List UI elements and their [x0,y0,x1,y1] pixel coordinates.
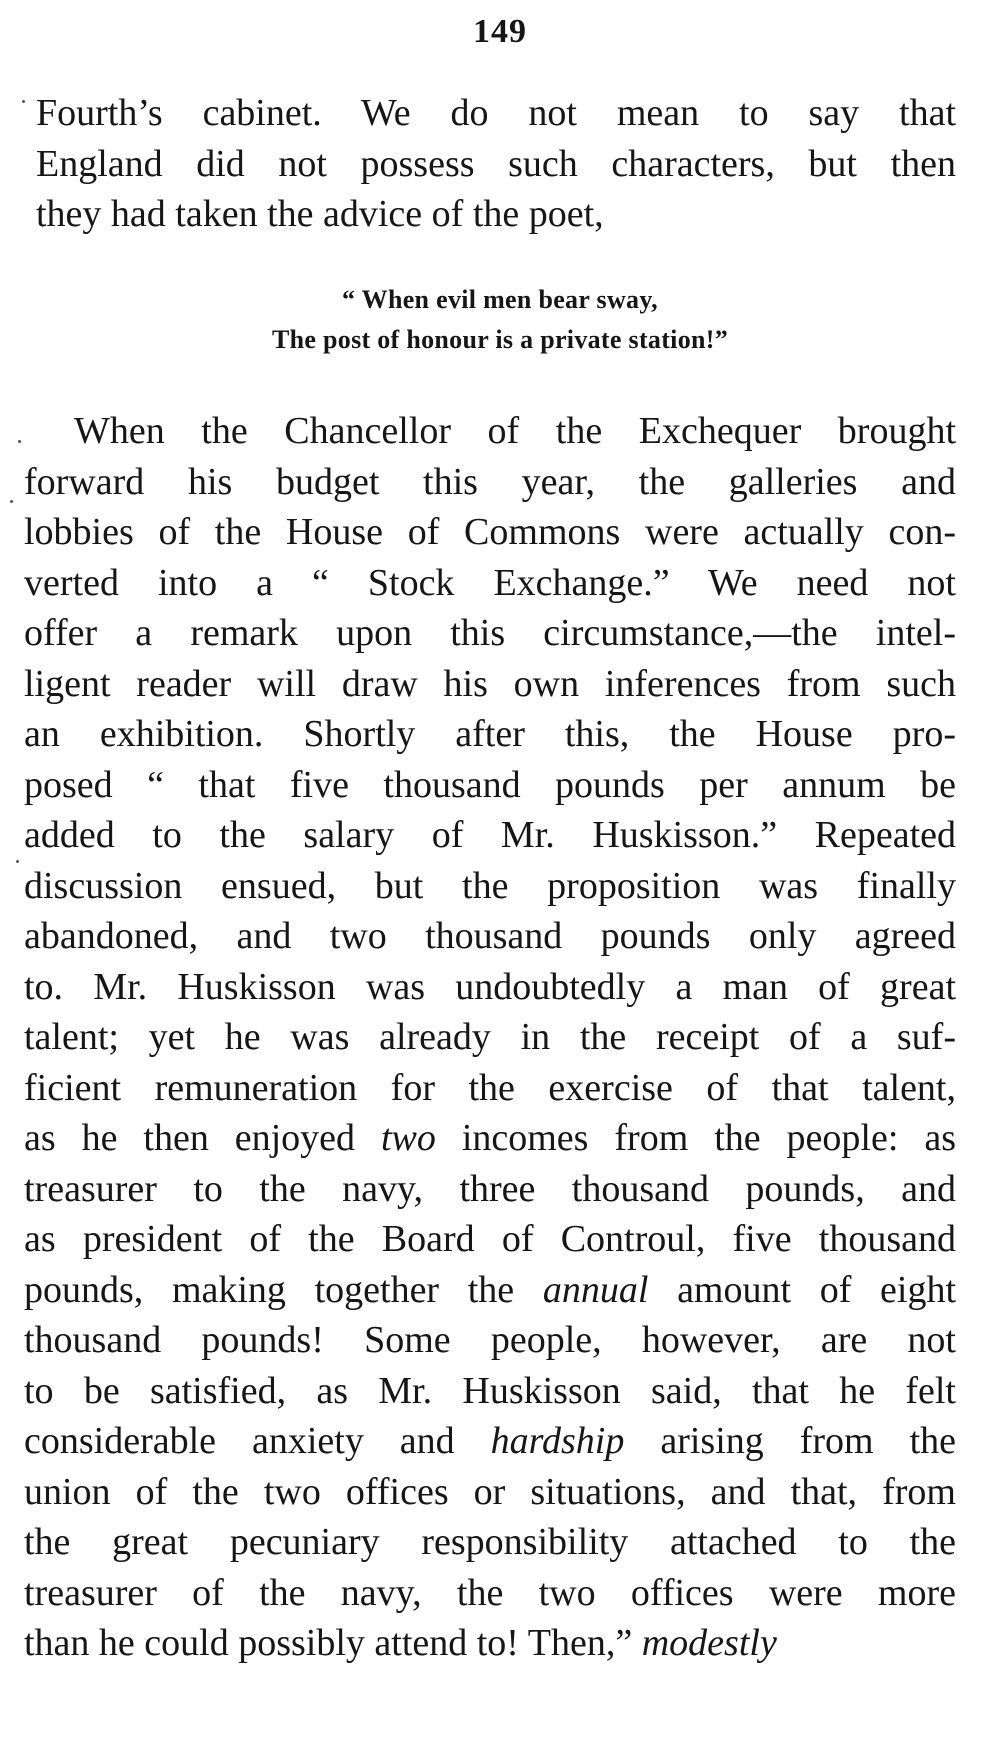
text-line: treasurer to the navy, three thousand pounds, and [24,1167,956,1210]
text-line: offer a remark upon this circumstance,—the intel- [24,612,956,654]
text-segment: pounds, making together the [24,1268,543,1311]
text-line: union of the two offices or situations, and that, from [24,1470,956,1513]
text-segment: amount of eight [648,1268,956,1311]
italic-emphasis: annual [542,1268,649,1311]
text-line [24,1416,956,1467]
text-line: the great pecuniary responsibility attached to the [24,1521,956,1563]
text-segment: than he could possibly attend to! Then,” [24,1622,642,1664]
page-number: 149 [473,13,527,50]
text-line: an exhibition. Shortly after this, the House pro- [24,713,956,755]
text-line: they had taken the advice of the poet, [36,193,604,235]
quotation-line: The post of honour is a private station!” [271,325,729,354]
text-line: to. Mr. Huskisson was undoubtedly a man of great [24,965,956,1008]
print-speck [18,440,21,443]
text-line: England did not possess such characters, but then [36,142,956,185]
text-line [24,1113,956,1164]
text-segment: considerable anxiety and [24,1420,491,1462]
italic-emphasis: two [380,1117,436,1159]
quotation-line: “ When evil men bear sway, [342,285,658,314]
text-line: ligent reader will draw his own inferences from such [24,662,956,705]
text-line [24,1265,956,1316]
text-line: forward his budget this year, the galleries and [24,460,956,503]
text-line: Fourth’s cabinet. We do not mean to say that [36,92,956,134]
print-speck [22,100,25,103]
italic-emphasis: hardship [490,1420,625,1462]
text-line: abandoned, and two thousand pounds only agreed [24,915,956,957]
text-line: ficient remuneration for the exercise of that talent, [24,1066,956,1109]
text-line: talent; yet he was already in the receipt of a suf- [24,1016,956,1058]
main-paragraph [24,406,956,1669]
text-line: discussion ensued, but the proposition was finally [24,864,956,907]
text-segment: arising from the [624,1420,956,1462]
print-speck [10,500,13,503]
poem-quotation [0,280,1000,360]
text-line: thousand pounds! Some people, however, are not [24,1319,956,1361]
lead-paragraph [36,88,956,240]
text-line: When the Chancellor of the Exchequer brought [74,410,956,452]
text-segment: as he then enjoyed [24,1117,381,1159]
print-speck [16,860,19,863]
italic-emphasis: modestly [641,1622,777,1664]
text-line [24,1618,956,1669]
text-line: lobbies of the House of Commons were actually con- [24,511,956,553]
text-segment: incomes from the people: as [435,1117,956,1159]
text-line: as president of the Board of Controul, five thousand [24,1218,956,1260]
text-line: treasurer of the navy, the two offices were more [24,1571,956,1614]
text-line: verted into a “ Stock Exchange.” We need not [24,561,956,604]
text-line: posed “ that five thousand pounds per annum be [24,763,956,806]
text-line: added to the salary of Mr. Huskisson.” Repeated [24,814,956,856]
text-line: to be satisfied, as Mr. Huskisson said, that he felt [24,1369,956,1412]
